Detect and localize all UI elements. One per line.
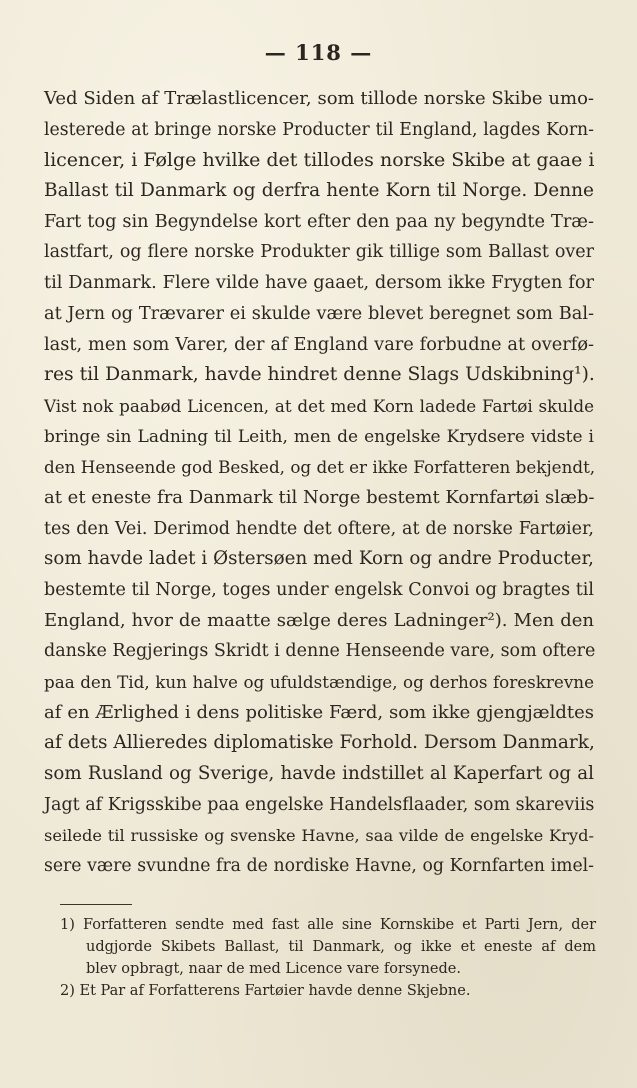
footnote-line: 1) Forfatteren sendte med fast alle sine Kornskibe et Parti Jern, der — [60, 917, 596, 933]
text-line: Vist nok paabød Licencen, at det med Korn ladede Fartøi skulde — [44, 395, 594, 416]
footnote-line: udgjorde Skibets Ballast, til Danmark, og ikke et eneste af dem — [86, 939, 596, 955]
text-line: som havde ladet i Østersøen med Korn og andre Producter, — [44, 548, 594, 570]
text-line: at et eneste fra Danmark til Norge bestemt Kornfartøi slæb- — [44, 486, 595, 508]
text-line: res til Danmark, havde hindret denne Slags Udskibning¹). — [44, 364, 595, 386]
text-line: Ballast til Danmark og derfra hente Korn til Norge. Denne — [44, 180, 594, 202]
footnote-line: blev opbragt, naar de med Licence vare forsynede. — [86, 961, 461, 977]
text-line: af dets Allieredes diplomatiske Forhold. Dersom Danmark, — [44, 732, 595, 754]
text-line: som Rusland og Sverige, havde indstillet al Kaperfart og al — [44, 763, 594, 785]
text-line: Jagt af Krigsskibe paa engelske Handelsflaader, som skareviis — [44, 794, 595, 815]
text-line: seilede til russiske og svenske Havne, saa vilde de engelske Kryd- — [44, 825, 594, 845]
text-line: tes den Vei. Derimod hendte det oftere, at de norske Fartøier, — [44, 518, 594, 539]
footnote-1 — [60, 914, 596, 980]
text-line: lastfart, og flere norske Produkter gik tillige som Ballast over — [44, 242, 594, 263]
text-line: til Danmark. Flere vilde have gaaet, dersom ikke Frygten for — [44, 273, 594, 294]
text-line: sere være svundne fra de nordiske Havne, og Kornfarten imel- — [44, 856, 594, 877]
text-line: Ved Siden af Trælastlicencer, som tillode norske Skibe umo- — [44, 88, 594, 109]
footnote-line: 2) Et Par af Forfatterens Fartøier havde denne Skjebne. — [60, 983, 471, 999]
text-line: den Henseende god Besked, og det er ikke Forfatteren bekjendt, — [44, 457, 596, 478]
text-line: paa den Tid, kun halve og ufuldstændige, og derhos foreskrevne — [44, 672, 594, 693]
text-line: lesterede at bringe norske Producter til England, lagdes Korn- — [44, 119, 594, 140]
footnote-rule — [60, 904, 132, 905]
text-line: bestemte til Norge, toges under engelsk Convoi og bragtes til — [44, 580, 594, 600]
text-line: danske Regjerings Skridt i denne Henseende vare, som oftere — [44, 641, 596, 662]
page-number: — 118 — — [264, 40, 373, 65]
text-line: England, hvor de maatte sælge deres Ladninger²). Men den — [44, 609, 594, 631]
text-line: Fart tog sin Begyndelse kort efter den paa ny begyndte Træ- — [44, 211, 594, 232]
body-text — [44, 84, 594, 882]
text-line: licencer, i Følge hvilke det tillodes norske Skibe at gaae i — [44, 149, 595, 172]
text-line: bringe sin Ladning til Leith, men de engelske Krydsere vidste i — [44, 426, 594, 447]
text-line: last, men som Varer, der af England vare forbudne at overfø- — [44, 334, 594, 355]
footnotes — [60, 914, 596, 1002]
footnote-2 — [60, 980, 596, 1002]
text-line: at Jern og Trævarer ei skulde være blevet beregnet som Bal- — [44, 303, 594, 324]
text-line: af en Ærlighed i dens politiske Færd, som ikke gjengjældtes — [44, 701, 594, 723]
